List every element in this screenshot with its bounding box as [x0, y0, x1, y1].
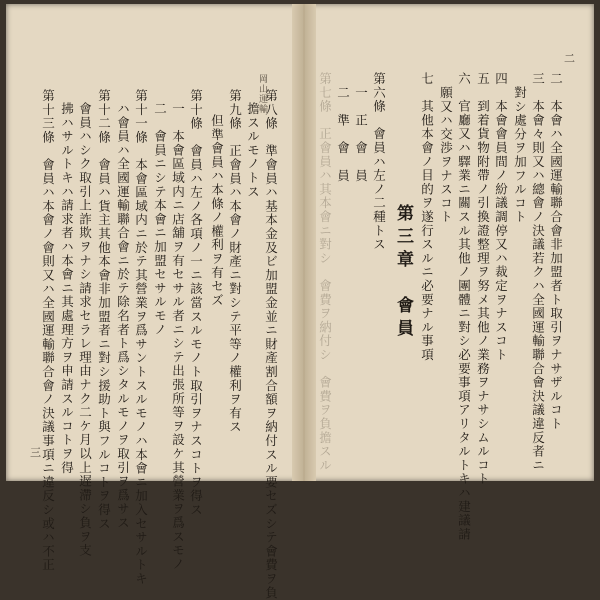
text-column: 第六條 會員ハ左ノ二種トス [371, 72, 387, 252]
text-column: 二 本會ハ全國運輸聯合會非加盟者ト取引ヲナサザルコト [548, 72, 564, 431]
text-column: 第九條 正會員ハ本會ノ財產ニ對シテ平等ノ權利ヲ有ス [227, 89, 243, 434]
text-column: 第十三條 會員ハ本會ノ會則又ハ全國運輸聯合會ノ決議事項ニ違反シ或ハ不正 [40, 89, 56, 572]
text-column: ハ會員ハ全國運輸聯合會ニ於テ除名者ト爲シタルモノヲ取引ヲ爲サス [115, 102, 131, 530]
text-column: 第十一條 本會區域内ニ於テ其營業ヲ爲サントスルモノハ本會ニ加入セサルトキ [133, 89, 149, 586]
text-column: 但準會員ハ本條ノ權利ヲ有セズ [209, 114, 225, 308]
text-column: 第十條 會員ハ左ノ各項ノ一ニ該當スルモノト取引ヲナスコトヲ得ス [188, 89, 204, 517]
page-number: 二 [564, 52, 575, 65]
text-column: 二 會員ニシテ本會ニ加盟セサルモノ [152, 102, 168, 337]
text-column: 願又ハ交渉ヲナスコト [438, 86, 454, 224]
book-gutter [292, 4, 316, 481]
book-spread [6, 4, 594, 600]
text-column: 會員ハシク取引上詐欺ヲナシ請求セラレ理由ナク二ケ月以上遅滯シ負ヲ支 [77, 102, 93, 558]
text-column: 第八條 準會員ハ基本金及ビ加盟金並ニ財產割合額ヲ納付スル要セズシテ會費ヲ負 [263, 89, 279, 600]
text-column: 拂ハサルトキハ請求者ハ本會ニ其處理方ヲ申請スルコトヲ得 [59, 102, 75, 475]
text-column: 一 正 會 員 [353, 86, 369, 183]
text-column: 第十二條 會員ハ貨主其他本會非加盟者ニ對シ援助ト與フルコトヲ得ス [96, 89, 112, 531]
text-column: 五 到着貨物附帶ノ引換證整理ヲ努メ其他ノ業務ヲナサシムルコト [475, 72, 491, 486]
bleed-through-column: 第七條 正會員ハ其本會ニ對シ 會費ヲ納付シ 會費ヲ負擔スル [317, 72, 333, 473]
text-column: 四 本會會員間ノ紛議調停又ハ裁定ヲナスコト [493, 72, 509, 362]
text-column: 一 本會區域内ニ店舖ヲ有セサル者ニシテ出張所等ヲ設ケ其營業ヲ爲スモノ [170, 102, 186, 572]
text-column: 六 官廳又ハ驛業ニ關スル其他ノ團體ニ對シ必要事項アリタルトキハ建議請 [456, 72, 472, 542]
right-page [316, 4, 594, 542]
text-column: 七 其他本會ノ目的ヲ遂行スルニ必要ナル事項 [419, 72, 435, 362]
text-column: 三 本會々則又ハ總會ノ決議若クハ全國運輸聯合會決議違反者ニ [530, 72, 546, 473]
text-column: 擔スルモノトス [245, 102, 261, 199]
chapter-heading: 第三章 會員 [393, 204, 413, 342]
page-header: 岡山運輸 [257, 74, 267, 114]
text-column: 二 準 會 員 [335, 86, 351, 183]
page-number: 三 [30, 446, 41, 459]
left-page [6, 4, 292, 600]
text-column: 對シ處分ヲ加フルコト [512, 86, 528, 224]
